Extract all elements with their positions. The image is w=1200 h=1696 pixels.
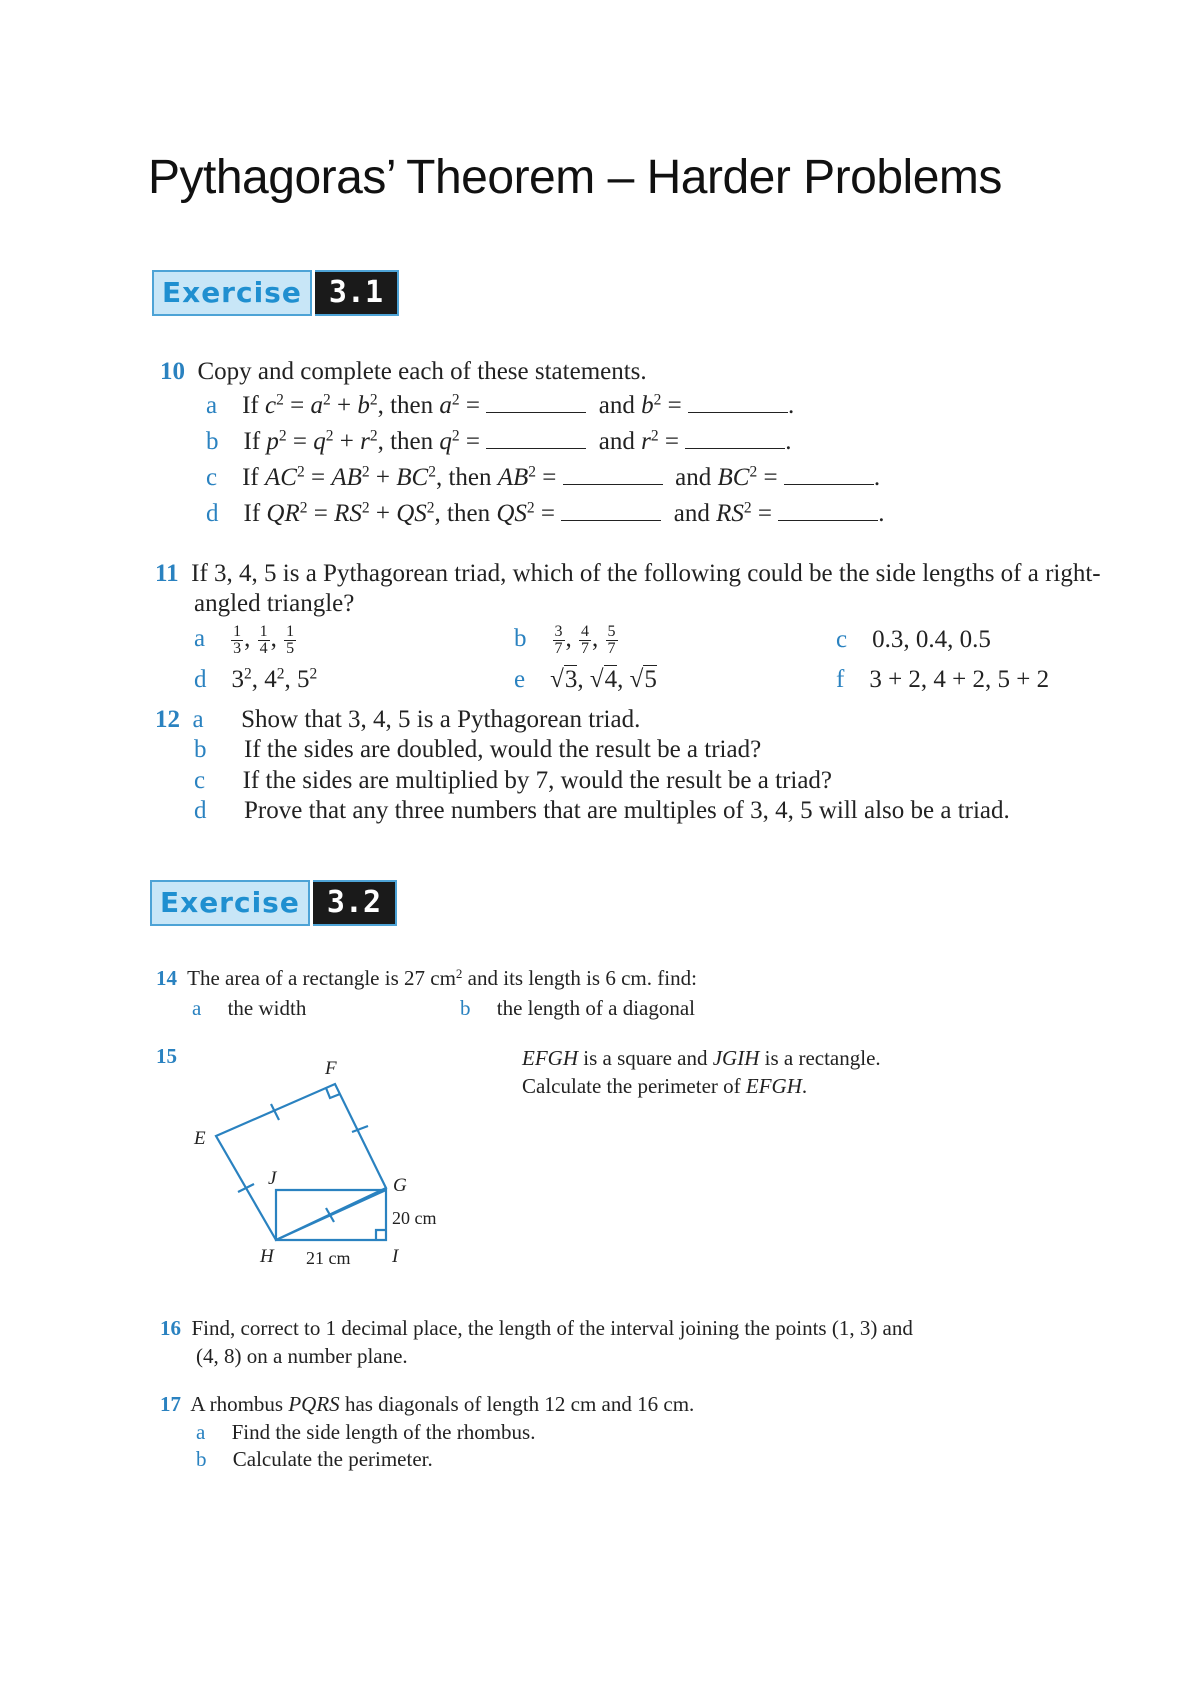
label-j: J bbox=[268, 1168, 277, 1189]
question-number: 15 bbox=[156, 1044, 177, 1068]
q15-figure bbox=[180, 1048, 480, 1278]
part-letter: b bbox=[196, 1447, 207, 1471]
exercise-number: 3.2 bbox=[313, 880, 397, 926]
part-letter: a bbox=[192, 996, 202, 1020]
tick-fg bbox=[352, 1126, 368, 1132]
part-letter: b bbox=[194, 736, 207, 763]
label-h: H bbox=[260, 1246, 274, 1267]
question-17: 17 A rhombus PQRS has diagonals of length 12 cm and 16 cm. bbox=[160, 1392, 695, 1416]
question-number: 11 bbox=[155, 560, 179, 587]
part-letter: c bbox=[194, 767, 206, 794]
question-text-line1: Find, correct to 1 decimal place, the length of the interval joining the points (1, 3) and bbox=[191, 1316, 913, 1340]
option-letter: c bbox=[836, 626, 848, 653]
q12-part-a bbox=[155, 706, 640, 734]
question-text-line1: If 3, 4, 5 is a Pythagorean triad, which of the following could be the side lengths of a right- bbox=[191, 560, 1101, 587]
label-21cm: 21 cm bbox=[306, 1248, 351, 1268]
question-number: 12 bbox=[155, 706, 180, 733]
q10-part-c: c If $AC^2 = AB^2 + BC^2$, then $AB^2$ = and $BC^2$ = . bbox=[206, 463, 881, 491]
option-text: 0.3, 0.4, 0.5 bbox=[872, 626, 991, 653]
option-letter: f bbox=[836, 666, 845, 693]
q14-part-b bbox=[460, 996, 695, 1021]
and-text: and bbox=[673, 500, 710, 527]
q11-option-a: a $\frac{1}{3}$ , $\frac{1}{4}$ , $\frac{1}{5}$ bbox=[194, 623, 295, 657]
part-text: If the sides are multiplied by 7, would the result be a triad? bbox=[242, 767, 833, 794]
part-text: the width bbox=[227, 996, 307, 1020]
page-title: Pythagoras’ Theorem – Harder Problems bbox=[148, 151, 1002, 204]
question-11-line2: angled triangle? bbox=[194, 590, 355, 617]
and-text: and bbox=[675, 464, 712, 491]
part-letter: d bbox=[206, 500, 219, 527]
q10-part-b: b If $p^2 = q^2 + r^2$, then $q^2$ = and $r^2$ = . bbox=[206, 427, 792, 455]
part-letter: a bbox=[192, 706, 204, 733]
part-letter: c bbox=[206, 464, 218, 491]
part-text: the length of a diagonal bbox=[496, 996, 696, 1020]
q11-option-d: d $3^2$, $4^2$, $5^2$ bbox=[194, 665, 318, 693]
q11-option-b: b $\frac{3}{7}$ , $\frac{4}{7}$ , $\frac{5}{7}$ bbox=[514, 623, 616, 657]
right-angle-i bbox=[376, 1230, 386, 1240]
q10-part-d: d If $QR^2 = RS^2 + QS^2$, then $QS^2$ = and $RS^2$ = . bbox=[206, 499, 885, 527]
question-15-line1: EFGH is a square and JGIH is a rectangle. bbox=[522, 1046, 881, 1070]
label-20cm: 20 cm bbox=[392, 1208, 437, 1228]
question-16-line2: (4, 8) on a number plane. bbox=[196, 1344, 408, 1368]
tick-eh bbox=[238, 1184, 254, 1192]
part-letter: a bbox=[206, 392, 218, 419]
q17-part-a bbox=[196, 1420, 535, 1445]
and-text: and bbox=[598, 428, 635, 455]
option-letter: d bbox=[194, 666, 207, 693]
part-text: Show that 3, 4, 5 is a Pythagorean triad. bbox=[241, 706, 641, 733]
question-11 bbox=[155, 560, 1101, 588]
question-number: 17 bbox=[160, 1392, 181, 1416]
and-text: and bbox=[598, 392, 635, 419]
square-efgh bbox=[216, 1084, 386, 1240]
part-letter: b bbox=[460, 996, 471, 1020]
question-15-line2: Calculate the perimeter of EFGH. bbox=[522, 1074, 808, 1098]
q11-option-c bbox=[836, 626, 991, 654]
exercise-heading-3-2 bbox=[150, 880, 397, 926]
q14-part-a bbox=[192, 996, 306, 1021]
q10-part-a: a If $c^2 = a^2 + b^2$, then $a^2$ = and $b^2$ = . bbox=[206, 391, 795, 419]
option-letter: a bbox=[194, 625, 206, 653]
question-10 bbox=[160, 358, 647, 386]
q15-text-line2: Calculate the perimeter of bbox=[522, 1074, 746, 1098]
part-letter: a bbox=[196, 1420, 206, 1444]
option-letter: e bbox=[514, 666, 526, 693]
exercise-label: Exercise bbox=[152, 270, 312, 316]
question-16 bbox=[160, 1316, 913, 1341]
part-text: Calculate the perimeter. bbox=[232, 1447, 433, 1471]
part-letter: b bbox=[206, 428, 219, 455]
question-number: 14 bbox=[156, 966, 177, 990]
option-letter: b bbox=[514, 625, 527, 653]
label-i: I bbox=[392, 1246, 399, 1267]
label-g: G bbox=[393, 1175, 407, 1196]
q15-text-end: is a rectangle. bbox=[759, 1046, 881, 1070]
q11-option-f bbox=[836, 666, 1049, 694]
q12-part-c bbox=[194, 767, 832, 795]
part-text: If the sides are doubled, would the result be a triad? bbox=[244, 736, 762, 763]
part-letter: d bbox=[194, 797, 207, 824]
question-14: 14 The area of a rectangle is 27 $cm^2$ and its length is 6 cm. find: bbox=[156, 965, 697, 990]
option-text: 3 + 2, 4 + 2, 5 + 2 bbox=[869, 666, 1050, 693]
q15-text-mid: is a square and bbox=[578, 1046, 713, 1070]
part-text: Find the side length of the rhombus. bbox=[231, 1420, 536, 1444]
question-number: 16 bbox=[160, 1316, 181, 1340]
q11-option-e: e √3, √4, √5 bbox=[514, 666, 657, 693]
q17-part-b bbox=[196, 1447, 433, 1472]
question-text-post: and its length is 6 cm. find: bbox=[462, 966, 697, 990]
question-text-post: has diagonals of length 12 cm and 16 cm. bbox=[339, 1392, 695, 1416]
q12-part-b bbox=[194, 736, 761, 764]
exercise-label: Exercise bbox=[150, 880, 310, 926]
question-text-pre: A rhombus bbox=[190, 1392, 289, 1416]
exercise-number: 3.1 bbox=[315, 270, 399, 316]
label-e: E bbox=[194, 1128, 206, 1149]
question-15-number bbox=[156, 1044, 177, 1069]
part-text: Prove that any three numbers that are multiples of 3, 4, 5 will also be a triad. bbox=[244, 797, 1010, 824]
label-f: F bbox=[325, 1058, 337, 1079]
question-text: Copy and complete each of these statements. bbox=[197, 358, 647, 385]
exercise-heading-3-1 bbox=[152, 270, 399, 316]
q12-part-d bbox=[194, 797, 1010, 825]
question-text-pre: The area of a rectangle is 27 cm bbox=[187, 966, 456, 990]
question-number: 10 bbox=[160, 358, 185, 385]
